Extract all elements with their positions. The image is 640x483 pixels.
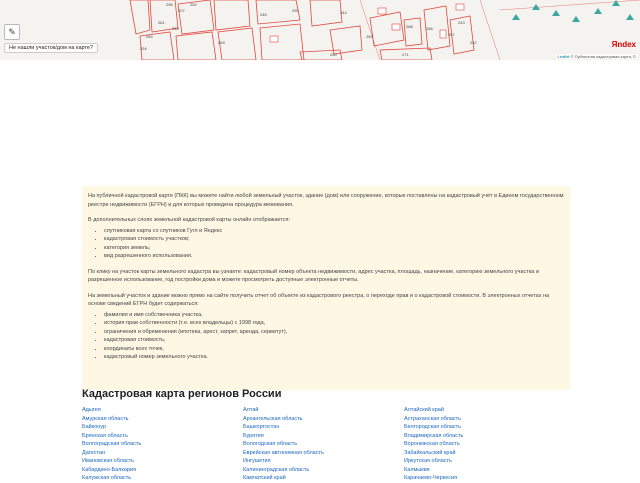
leaflet-link[interactable]: Leaflet <box>557 54 570 59</box>
edit-map-button[interactable] <box>4 24 20 40</box>
region-link[interactable]: Калининградская область <box>243 466 310 473</box>
pencil-icon: ✎ <box>8 27 16 37</box>
plot-label: 267 <box>448 32 455 37</box>
region-link[interactable]: Воронежская область <box>404 441 460 447</box>
plot-label: 269 <box>218 40 225 45</box>
region-link[interactable]: Ивановская область <box>82 458 135 464</box>
region-link[interactable]: Брянская область <box>82 432 128 439</box>
regions-column-2 <box>243 406 404 483</box>
list-item: • кадастровый номер земельного участка. <box>104 353 564 362</box>
region-link[interactable]: Байконур <box>82 424 107 430</box>
list-item: • ограничения и обременения (ипотека, арест, запрет, аренда, сервитут), <box>104 328 564 337</box>
cadastral-map[interactable] <box>0 0 640 60</box>
info-paragraph-1: На публичной кадастровой карте (ПКК) вы можете найти любой земельный участок, здание (дом) или сооружение, которые поставлены на кадастровый учёт в Едином государственном реестре недвижимости (ЕГРН) и для которых проведена процедура межевания. <box>88 193 564 208</box>
plot-label: 290 <box>292 8 299 13</box>
plot-label: 256 <box>426 26 433 31</box>
plot-label: 252 <box>190 2 197 7</box>
list-item: • категория земель; <box>104 244 564 253</box>
not-found-hint-button[interactable]: Не нашли участок/дом на карте? <box>4 43 98 53</box>
region-link[interactable]: Волгоградская область <box>82 441 142 447</box>
plot-label: 207 <box>178 8 185 13</box>
region-link[interactable]: Белгородская область <box>404 424 462 430</box>
plot-label: 243 <box>458 20 465 25</box>
region-link[interactable]: Камчатский край <box>243 475 286 481</box>
region-link[interactable]: Калужская область <box>82 475 132 481</box>
list-item: • кадастровая стоимость, <box>104 336 564 345</box>
regions-column-1 <box>82 406 243 483</box>
report-contents-list <box>88 311 564 362</box>
list-item: • фамилия и имя собственника участка, <box>104 311 564 320</box>
list-item: • история прав собственности (т.е. всех владельцы) с 1998 года, <box>104 319 564 328</box>
region-link[interactable]: Бурятия <box>243 432 264 439</box>
plot-label: 246 <box>260 12 267 17</box>
yandex-logo: Яndex <box>611 40 636 49</box>
attribution-text: © Публичная кадастровая карта, © <box>570 54 636 59</box>
region-link[interactable]: Алтайский край <box>404 407 444 413</box>
plot-label: 284 <box>146 34 153 39</box>
plot-label: 271 <box>402 52 409 57</box>
info-paragraph-3: По клику на участок карты земельного кадастра вы узнаете: кадастровый номер объекта недвижимости, адрес участка, площадь, назначение, категорию земельного участка и разрешенное использование, год постройки дома и можете просмотреть доступные электронные отчеты. <box>88 268 539 283</box>
plot-label: 250 <box>330 52 337 57</box>
region-link[interactable]: Забайкальский край <box>404 449 456 456</box>
region-link[interactable]: Иркутская область <box>404 458 452 464</box>
map-attribution <box>556 54 638 59</box>
region-link[interactable]: Вологодская область <box>243 441 298 447</box>
plot-label: 254 <box>140 46 147 51</box>
region-link[interactable]: Астраханская область <box>404 415 462 422</box>
regions-list <box>82 406 572 483</box>
region-link[interactable]: Еврейская автономная область <box>243 449 324 456</box>
info-paragraph-2: В дополнительных слоях земельной кадастровой карты онлайн отображается: <box>88 217 290 223</box>
plot-label: 261 <box>158 20 165 25</box>
plot-label: 242 <box>470 40 477 45</box>
plot-label: 248 <box>172 26 179 31</box>
list-item: • вид разрешенного использования. <box>104 252 564 261</box>
list-item: • спутниковая карта со спутников Гугл и Яндекс <box>104 227 564 236</box>
regions-column-3 <box>404 406 565 483</box>
info-box <box>82 186 570 390</box>
region-link[interactable]: Амурская область <box>82 415 129 422</box>
regions-heading: Кадастровая карта регионов России <box>82 388 282 400</box>
region-link[interactable]: Калмыкия <box>404 466 430 473</box>
layers-list <box>88 227 564 261</box>
region-link[interactable]: Дагестан <box>82 449 106 456</box>
plot-label: 263 <box>366 34 373 39</box>
region-link[interactable]: Архангельская область <box>243 415 303 422</box>
region-link[interactable]: Владимирская область <box>404 432 464 439</box>
plot-label: 296 <box>166 2 173 7</box>
list-item: • кадастровая стоимость участков; <box>104 235 564 244</box>
region-link[interactable]: Ингушетия <box>243 458 271 464</box>
info-paragraph-4: На земельный участок и здание можно прямо на сайте получить отчет об объекте из кадастрового реестра, о переходе прав и о кадастровой стоимости. В электронных отчетах на основе сведений ЕГРН будет содержаться: <box>88 292 550 307</box>
region-link[interactable]: Кабардино-Балкария <box>82 466 137 473</box>
plot-label: 288 <box>406 24 413 29</box>
region-link[interactable]: Адыгея <box>82 407 101 413</box>
plot-label: 244 <box>340 10 347 15</box>
region-link[interactable]: Башкортостан <box>243 424 280 430</box>
list-item: • координаты всех точек, <box>104 345 564 354</box>
region-link[interactable]: Алтай <box>243 407 259 413</box>
region-link[interactable]: Карачаево-Черкесия <box>404 475 458 481</box>
